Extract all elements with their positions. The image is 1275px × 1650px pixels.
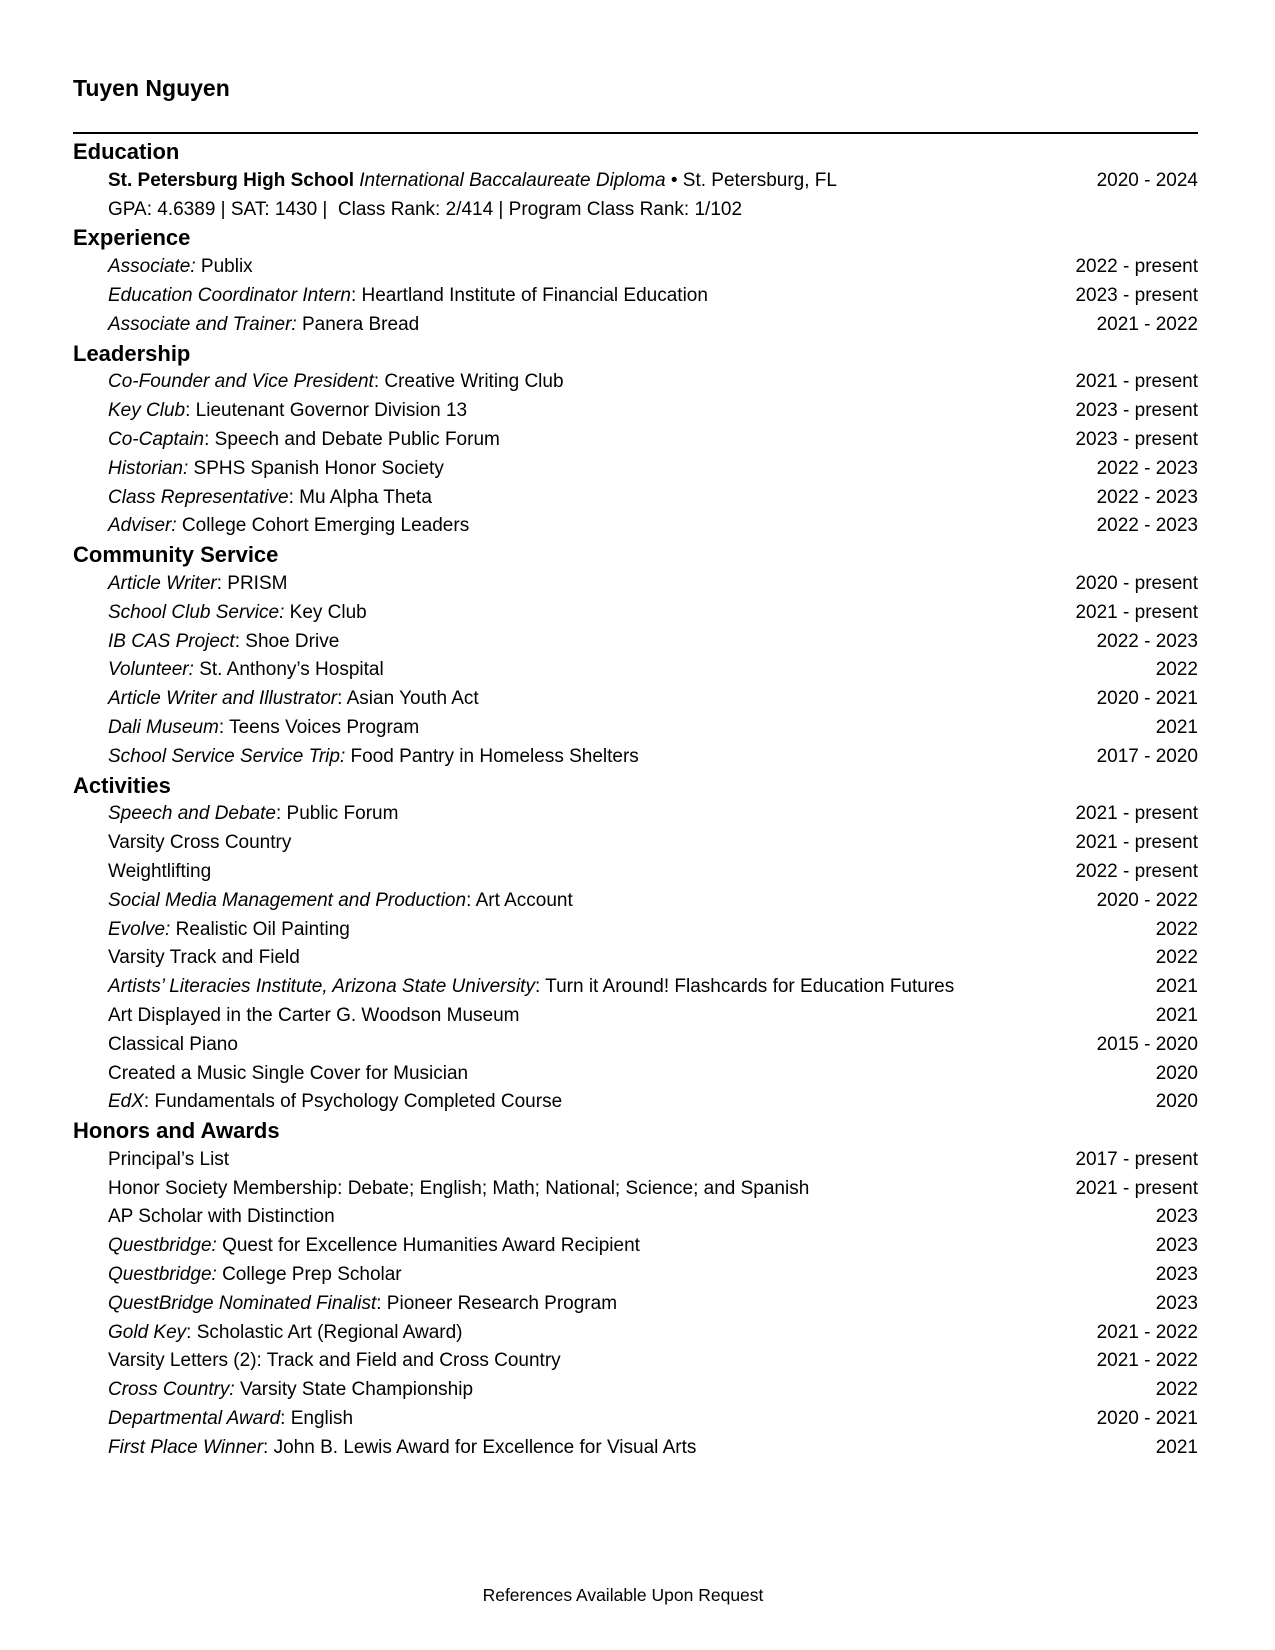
resume-item xyxy=(73,973,1198,1002)
item-date: 2022 - present xyxy=(1075,860,1198,882)
item-date: 2021 - present xyxy=(1075,1177,1198,1199)
item-date: 2020 xyxy=(1155,1091,1198,1113)
item-text xyxy=(108,1434,696,1463)
item-text xyxy=(108,685,479,714)
item-date: 2023 xyxy=(1155,1264,1198,1286)
item-regular-text: Art Displayed in the Carter G. Woodson Museum xyxy=(108,1004,520,1026)
resume-item xyxy=(73,484,1198,513)
resume-item xyxy=(73,512,1198,541)
item-italic-text: School Club Service: xyxy=(108,601,285,623)
section-items xyxy=(73,167,1198,225)
item-text xyxy=(108,829,291,858)
item-regular-text: : Teens Voices Program xyxy=(218,716,420,738)
item-regular-text: Panera Bread xyxy=(296,313,420,335)
resume-item xyxy=(73,628,1198,657)
item-date: 2021 - present xyxy=(1075,601,1198,623)
item-date: 2021 xyxy=(1155,716,1198,738)
item-text xyxy=(108,196,742,225)
item-date: 2022 - 2023 xyxy=(1096,630,1198,652)
section-title: Education xyxy=(73,139,180,164)
resume-item xyxy=(73,1290,1198,1319)
item-text xyxy=(108,743,639,772)
resume-item xyxy=(73,1376,1198,1405)
item-regular-text: : Lieutenant Governor Division 13 xyxy=(185,400,468,422)
item-italic-text: Class Representative xyxy=(108,486,289,508)
item-text xyxy=(108,1405,353,1434)
item-regular-text: : Art Account xyxy=(466,889,573,911)
item-italic-text: Historian: xyxy=(108,457,189,479)
item-text xyxy=(108,167,837,196)
item-text xyxy=(108,858,211,887)
item-date: 2021 - present xyxy=(1075,371,1198,393)
item-italic-text: QuestBridge Nominated Finalist xyxy=(108,1292,377,1314)
resume-item xyxy=(73,1002,1198,1031)
resume-item xyxy=(73,1146,1198,1175)
item-bold-text: St. Petersburg High School xyxy=(108,169,354,191)
item-date: 2022 xyxy=(1155,659,1198,681)
item-date: 2023 xyxy=(1155,1235,1198,1257)
item-text xyxy=(108,800,398,829)
section-title: Leadership xyxy=(73,340,191,366)
resume-section xyxy=(73,541,1198,771)
header-divider xyxy=(73,132,1198,134)
item-text xyxy=(108,1203,335,1232)
resume-item xyxy=(73,1031,1198,1060)
item-regular-text: : Pioneer Research Program xyxy=(376,1292,618,1314)
resume-item xyxy=(73,944,1198,973)
resume-item xyxy=(73,685,1198,714)
item-regular-text: Weightlifting xyxy=(108,860,212,882)
section-items xyxy=(73,1146,1198,1463)
item-text xyxy=(108,714,419,743)
section-title: Community Service xyxy=(73,542,279,568)
item-regular-text: Principal’s List xyxy=(108,1148,230,1170)
item-date: 2021 - 2022 xyxy=(1096,1350,1198,1372)
item-regular-text: : Creative Writing Club xyxy=(373,371,564,393)
resume-item xyxy=(73,282,1198,311)
resume-item xyxy=(73,1203,1198,1232)
item-italic-text: Co-Captain xyxy=(108,428,205,450)
item-regular-text: College Prep Scholar xyxy=(216,1264,402,1286)
item-text xyxy=(108,1319,463,1348)
resume-item xyxy=(73,455,1198,484)
item-italic-text: Adviser: xyxy=(108,515,177,537)
resume-item xyxy=(73,1232,1198,1261)
item-regular-text: : Heartland Institute of Financial Education xyxy=(350,284,708,306)
item-text xyxy=(108,368,564,397)
item-italic-text: Questbridge: xyxy=(108,1264,217,1286)
item-regular-text: Key Club xyxy=(284,601,367,623)
item-text xyxy=(108,1232,640,1261)
resume-section xyxy=(73,138,1198,224)
resume-sections xyxy=(73,138,1198,1463)
resume-item xyxy=(73,1405,1198,1434)
item-italic-text: Gold Key xyxy=(108,1321,187,1343)
item-regular-text: : Shoe Drive xyxy=(234,630,340,652)
resume-section xyxy=(73,340,1198,542)
item-text xyxy=(108,599,367,628)
resume-item xyxy=(73,1175,1198,1204)
item-regular-text: : Mu Alpha Theta xyxy=(288,486,432,508)
item-date: 2021 - present xyxy=(1075,803,1198,825)
item-regular-text: Varsity Cross Country xyxy=(108,832,292,854)
item-regular-text: Varsity Letters (2): Track and Field and Cross Country xyxy=(108,1350,561,1372)
item-italic-text: Co-Founder and Vice President xyxy=(108,371,374,393)
item-text xyxy=(108,1060,468,1089)
item-regular-text: Varsity State Championship xyxy=(234,1379,474,1401)
section-items xyxy=(73,800,1198,1117)
section-title: Experience xyxy=(73,225,191,251)
item-italic-text: Questbridge: xyxy=(108,1235,217,1257)
item-italic-text: Social Media Management and Production xyxy=(108,889,467,911)
item-date: 2022 xyxy=(1155,918,1198,940)
item-text xyxy=(108,512,469,541)
item-italic-text: Volunteer: xyxy=(108,659,194,681)
item-date: 2021 xyxy=(1155,1436,1198,1458)
item-italic-text: Article Writer xyxy=(108,572,217,594)
item-date: 2022 - 2023 xyxy=(1096,486,1198,508)
item-text xyxy=(108,973,954,1002)
section-title: Activities xyxy=(73,772,171,798)
item-italic-text: Associate and Trainer: xyxy=(108,313,297,335)
item-italic-text: Artists’ Literacies Institute, Arizona State University xyxy=(108,976,535,998)
item-date: 2021 xyxy=(1155,976,1198,998)
item-date: 2022 xyxy=(1155,947,1198,969)
item-regular-text: : Fundamentals of Psychology Completed Course xyxy=(143,1091,563,1113)
item-text xyxy=(108,1347,561,1376)
item-regular-text: Food Pantry in Homeless Shelters xyxy=(345,745,639,767)
item-date: 2022 - 2023 xyxy=(1096,515,1198,537)
item-regular-text: : Public Forum xyxy=(275,803,399,825)
resume-section xyxy=(73,224,1198,339)
item-regular-text: Honor Society Membership: Debate; English; Math; National; Science; and Spanish xyxy=(108,1177,810,1199)
item-date: 2021 - present xyxy=(1075,832,1198,854)
item-regular-text: Classical Piano xyxy=(108,1033,238,1055)
item-regular-text: Created a Music Single Cover for Musician xyxy=(108,1062,469,1084)
resume-item xyxy=(73,426,1198,455)
item-text xyxy=(108,1376,473,1405)
resume-item xyxy=(73,800,1198,829)
item-text xyxy=(108,1261,402,1290)
item-regular-text: : PRISM xyxy=(216,572,288,594)
resume-item xyxy=(73,858,1198,887)
item-date: 2017 - 2020 xyxy=(1096,745,1198,767)
item-text xyxy=(108,484,432,513)
item-date: 2015 - 2020 xyxy=(1096,1033,1198,1055)
section-items xyxy=(73,253,1198,339)
resume-item xyxy=(73,397,1198,426)
item-text xyxy=(108,1031,238,1060)
item-date: 2022 xyxy=(1155,1379,1198,1401)
item-regular-text: : Speech and Debate Public Forum xyxy=(204,428,500,450)
resume-item xyxy=(73,1319,1198,1348)
item-italic-text: Cross Country: xyxy=(108,1379,235,1401)
item-italic-text: Article Writer and Illustrator xyxy=(108,688,338,710)
resume-item xyxy=(73,253,1198,282)
page-title: Tuyen Nguyen xyxy=(73,75,230,101)
section-items xyxy=(73,570,1198,772)
item-text xyxy=(108,426,500,455)
resume-item xyxy=(73,714,1198,743)
item-text xyxy=(108,1146,229,1175)
item-italic-text: Key Club xyxy=(108,400,186,422)
item-text xyxy=(108,455,444,484)
item-text xyxy=(108,1002,520,1031)
item-italic-text: Education Coordinator Intern xyxy=(108,284,351,306)
item-italic-text: EdX xyxy=(108,1091,144,1113)
item-date: 2020 - 2024 xyxy=(1096,169,1198,191)
item-regular-text: : English xyxy=(280,1408,354,1430)
item-text xyxy=(108,282,708,311)
item-text xyxy=(108,1290,617,1319)
item-date: 2023 xyxy=(1155,1292,1198,1314)
resume-item xyxy=(73,570,1198,599)
item-text xyxy=(108,1088,562,1117)
item-date: 2023 - present xyxy=(1075,400,1198,422)
item-regular-text: SPHS Spanish Honor Society xyxy=(188,457,444,479)
resume-item xyxy=(73,1347,1198,1376)
item-regular-text: AP Scholar with Distinction xyxy=(108,1206,335,1228)
section-items xyxy=(73,368,1198,541)
item-text xyxy=(108,656,384,685)
item-italic-text: Evolve: xyxy=(108,918,171,940)
resume-item xyxy=(73,1261,1198,1290)
item-text xyxy=(108,944,300,973)
item-regular-text: Varsity Track and Field xyxy=(108,947,300,969)
item-date: 2017 - present xyxy=(1075,1148,1198,1170)
resume-item xyxy=(73,167,1198,196)
item-regular-text: Publix xyxy=(195,256,253,278)
item-italic-text: School Service Service Trip: xyxy=(108,745,346,767)
resume-item xyxy=(73,656,1198,685)
item-date: 2020 - 2022 xyxy=(1096,889,1198,911)
item-italic-text: Departmental Award xyxy=(108,1408,281,1430)
resume-item xyxy=(73,368,1198,397)
footer-note: References Available Upon Request xyxy=(482,1585,764,1605)
item-text xyxy=(108,253,253,282)
resume-item xyxy=(73,916,1198,945)
item-regular-text: : Turn it Around! Flashcards for Education Futures xyxy=(534,976,955,998)
item-regular-text: : Asian Youth Act xyxy=(337,688,479,710)
item-regular-text: : John B. Lewis Award for Excellence for Visual Arts xyxy=(263,1436,697,1458)
item-text xyxy=(108,887,573,916)
item-date: 2022 - present xyxy=(1075,256,1198,278)
item-date: 2021 - 2022 xyxy=(1096,1321,1198,1343)
item-regular-text: College Cohort Emerging Leaders xyxy=(176,515,470,537)
resume-item xyxy=(73,743,1198,772)
item-date: 2023 xyxy=(1155,1206,1198,1228)
resume-item xyxy=(73,1088,1198,1117)
item-italic-text: First Place Winner xyxy=(108,1436,264,1458)
item-regular-text: St. Anthony’s Hospital xyxy=(193,659,384,681)
item-regular-text: Quest for Excellence Humanities Award Recipient xyxy=(216,1235,640,1257)
item-date: 2023 - present xyxy=(1075,428,1198,450)
resume-item xyxy=(73,196,1198,225)
item-date: 2021 - 2022 xyxy=(1096,313,1198,335)
item-text xyxy=(108,628,339,657)
item-date: 2020 xyxy=(1155,1062,1198,1084)
item-text xyxy=(108,311,419,340)
item-regular-text: • St. Petersburg, FL xyxy=(665,169,837,191)
item-date: 2020 - 2021 xyxy=(1096,688,1198,710)
item-italic-text: International Baccalaureate Diploma xyxy=(353,169,666,191)
resume-item xyxy=(73,599,1198,628)
item-date: 2020 - 2021 xyxy=(1096,1408,1198,1430)
item-regular-text: Realistic Oil Painting xyxy=(170,918,350,940)
resume-item xyxy=(73,1434,1198,1463)
item-regular-text: : Scholastic Art (Regional Award) xyxy=(186,1321,463,1343)
item-regular-text: GPA: 4.6389 | SAT: 1430 | Class Rank: 2/414 | Program Class Rank: 1/102 xyxy=(108,198,743,220)
item-italic-text: IB CAS Project xyxy=(108,630,235,652)
resume-item xyxy=(73,829,1198,858)
resume-item xyxy=(73,887,1198,916)
item-date: 2022 - 2023 xyxy=(1096,457,1198,479)
item-date: 2020 - present xyxy=(1075,572,1198,594)
resume-section xyxy=(73,1117,1198,1463)
section-title: Honors and Awards xyxy=(73,1118,280,1144)
item-date: 2021 xyxy=(1155,1004,1198,1026)
resume-item xyxy=(73,311,1198,340)
resume-section xyxy=(73,772,1198,1118)
item-date: 2023 - present xyxy=(1075,284,1198,306)
item-italic-text: Dali Museum xyxy=(108,716,219,738)
item-italic-text: Speech and Debate xyxy=(108,803,276,825)
item-text xyxy=(108,1175,809,1204)
item-italic-text: Associate: xyxy=(108,256,196,278)
item-text xyxy=(108,916,350,945)
item-text xyxy=(108,397,467,426)
resume-item xyxy=(73,1060,1198,1089)
item-text xyxy=(108,570,287,599)
